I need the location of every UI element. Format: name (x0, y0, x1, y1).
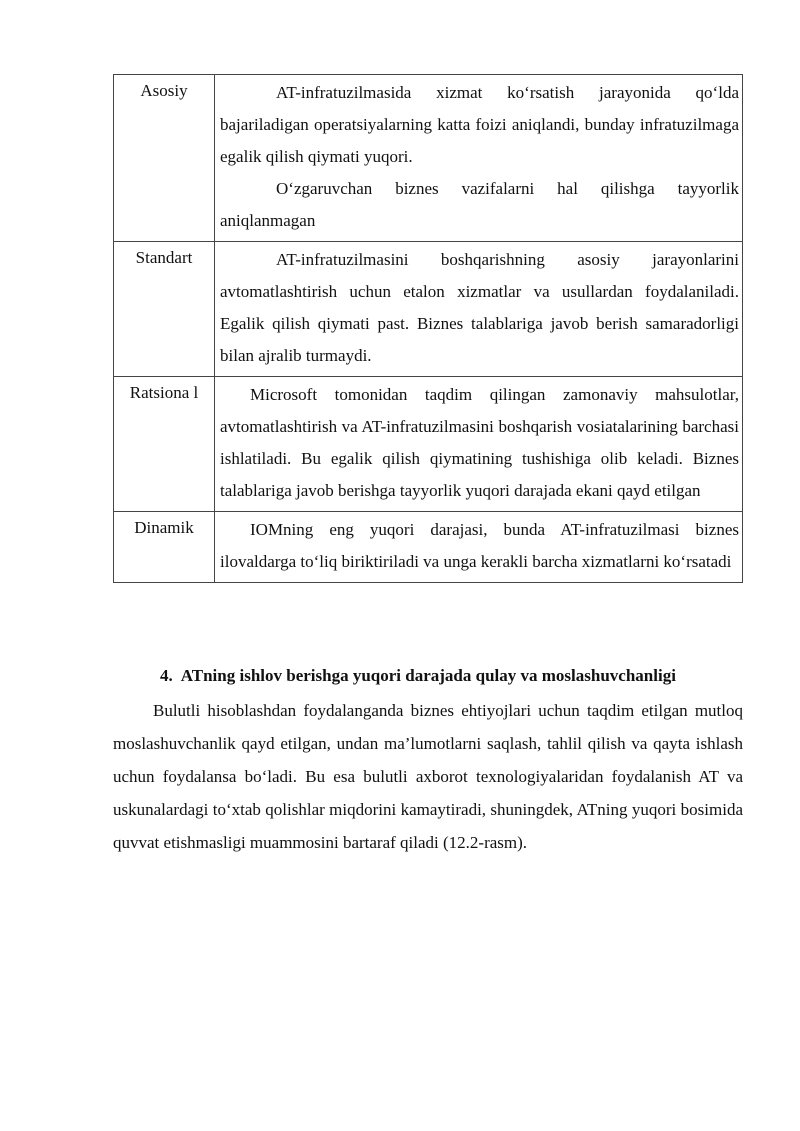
body-paragraph: Bulutli hisoblashdan foydalanganda biznes ehtiyojlari uchun taqdim etilgan mutloq moslashuvchanlik qayd etilgan, undan ma’lumotlarni saqlash, tahlil qilish va qayta ishlash uchun foydalansa bo‘ladi. Bu esa bulutli axborot texnologiyalaridan foydalanish AT va uskunalardagi to‘xtab qolishlar miqdorini kamaytiradi, shuningdek, ATning yuqori bosimida quvvat etishmasligi muammosini bartaraf qiladi (12.2-rasm). (113, 701, 743, 852)
section-title: ATning ishlov berishga yuqori darajada qulay va moslashuvchanligi (180, 666, 676, 685)
description-paragraph: IOMning eng yuqori darajasi, bunda AT-infratuzilmasi biznes ilovaldarga to‘liq biriktiriladi va unga kerakli barcha xizmatlarni ko‘rsatadi (220, 520, 739, 571)
maturity-levels-table (113, 74, 743, 583)
description-paragraph: AT-infratuzilmasida xizmat ko‘rsatish jarayonida qo‘lda bajariladigan operatsiyalarning katta foizi aniqlandi, bunday infratuzilmaga egalik qilish qiymati yuqori. (220, 83, 739, 166)
table-row (114, 377, 743, 512)
level-description-cell (215, 75, 743, 242)
level-description-cell (215, 242, 743, 377)
description-paragraph: AT-infratuzilmasini boshqarishning asosiy jarayonlarini avtomatlashtirish uchun etalon xizmatlar va usullardan foydalaniladi. Egalik qilish qiymati past. Biznes talablariga javob berish samaradorligi bilan ajralib turmaydi. (220, 250, 739, 365)
level-description-cell (215, 377, 743, 512)
table-row (114, 512, 743, 583)
table-row (114, 242, 743, 377)
table-row (114, 75, 743, 242)
level-name-cell: Ratsiona l (114, 377, 215, 512)
section-number: 4. (160, 666, 173, 685)
section-heading (160, 664, 760, 688)
level-name-cell: Asosiy (114, 75, 215, 242)
level-name-cell: Standart (114, 242, 215, 377)
description-paragraph: Microsoft tomonidan taqdim qilingan zamonaviy mahsulotlar, avtomatlashtirish va AT-infratuzilmasini boshqarish vosiatalarining barchasi ishlatiladi. Bu egalik qilish qiymatining tushishiga olib keladi. Biznes talablariga javob berishga tayyorlik yuqori darajada ekani qayd etilgan (220, 385, 739, 500)
level-name-cell: Dinamik (114, 512, 215, 583)
level-description-cell (215, 512, 743, 583)
description-paragraph: O‘zgaruvchan biznes vazifalarni hal qilishga tayyorlik aniqlanmagan (220, 179, 739, 230)
